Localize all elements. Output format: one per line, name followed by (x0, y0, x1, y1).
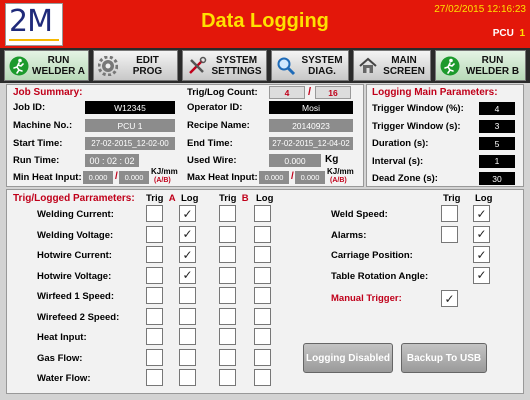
job-summary-panel (6, 84, 364, 187)
log-b-checkbox[interactable] (254, 349, 271, 366)
trig-b-checkbox[interactable] (219, 267, 236, 284)
trig-params-panel (6, 189, 524, 394)
used-wire-value: 0.000 (269, 154, 321, 167)
log-checkbox[interactable]: ✓ (473, 267, 490, 284)
log-b-checkbox[interactable] (254, 246, 271, 263)
col-log-b-header: Log (256, 193, 274, 204)
param-row-label: Wirfeed 1 Speed: (37, 291, 114, 302)
log-count-value: 16 (315, 86, 351, 99)
pcu-label: PCU (492, 28, 514, 39)
job-id-label: Job ID: (13, 102, 46, 113)
run-time-minutes: 02 (106, 155, 117, 166)
trig-b-checkbox[interactable] (219, 308, 236, 325)
log-checkbox[interactable]: ✓ (473, 246, 490, 263)
col-trig-a-header: Trig A (146, 193, 176, 204)
max-heat-a-value: 0.000 (259, 171, 289, 184)
trig-b-checkbox[interactable] (219, 226, 236, 243)
run-time-seconds: 02 (124, 155, 135, 166)
param-row-label: Welding Current: (37, 209, 114, 220)
max-heat-b-value: 0.000 (295, 171, 325, 184)
datetime-display: 27/02/2015 12:16:23 (434, 4, 526, 15)
trig-checkbox[interactable] (441, 205, 458, 222)
trig-a-checkbox[interactable] (146, 328, 163, 345)
col-log-header: Log (475, 193, 493, 204)
trig-a-checkbox[interactable] (146, 349, 163, 366)
param-row-label: Table Rotation Angle: (331, 270, 429, 282)
trig-log-slash: / (308, 86, 312, 98)
end-time-value: 27-02-2015_12-04-02 (269, 137, 353, 150)
logo-text: 2M (9, 4, 52, 39)
param-row-label: Hotwire Current: (37, 250, 112, 261)
trig-b-checkbox[interactable] (219, 246, 236, 263)
param-row-label: Welding Voltage: (37, 229, 114, 241)
param-row-label: Alarms: (331, 229, 367, 241)
system-diag-button[interactable] (271, 50, 349, 81)
running-person-icon (440, 56, 460, 76)
log-checkbox[interactable]: ✓ (473, 226, 490, 243)
log-a-checkbox[interactable]: ✓ (179, 246, 196, 263)
param-row-label: Water Flow: (37, 373, 91, 384)
trig-b-checkbox[interactable] (219, 287, 236, 304)
param-row-label: Weld Speed: (331, 209, 388, 220)
min-heat-a-value: 0.000 (83, 171, 113, 184)
manual-trigger-checkbox[interactable]: ✓ (441, 290, 458, 307)
logging-disabled-button[interactable]: Logging Disabled (303, 343, 393, 373)
start-time-value: 27-02-2015_12-02-00 (85, 137, 175, 150)
logging-params-panel (366, 84, 524, 187)
log-a-checkbox[interactable] (179, 369, 196, 386)
main-screen-button[interactable] (353, 50, 431, 81)
log-a-checkbox[interactable] (179, 328, 196, 345)
system-settings-label: SYSTEM SETTINGS (211, 54, 262, 77)
param-row-label: Heat Input: (37, 332, 87, 343)
used-wire-label: Used Wire: (187, 155, 237, 166)
operator-value: Mosi (269, 101, 353, 114)
max-heat-ab: (A/B) (330, 177, 347, 184)
logging-param-value[interactable]: 5 (479, 137, 515, 150)
min-heat-ab: (A/B) (154, 177, 171, 184)
log-a-checkbox[interactable] (179, 308, 196, 325)
max-heat-unit: KJ/mm (327, 167, 354, 176)
logging-params-title: Logging Main Parameters: (372, 87, 498, 98)
param-row-label: Carriage Position: (331, 250, 413, 261)
system-diag-label: SYSTEM DIAG. (301, 54, 343, 77)
trig-a-checkbox[interactable] (146, 308, 163, 325)
logging-param-label: Duration (s): (372, 138, 429, 149)
col-trig-header: Trig (443, 193, 461, 204)
machine-value: PCU 1 (85, 119, 175, 132)
trig-a-checkbox[interactable] (146, 205, 163, 222)
min-heat-label: Min Heat Input: (13, 172, 82, 183)
trig-count-value: 4 (269, 86, 305, 99)
recipe-value: 20140923 (269, 119, 353, 132)
trig-b-checkbox[interactable] (219, 328, 236, 345)
logging-param-label: Trigger Window (%): (372, 103, 464, 114)
log-b-checkbox[interactable] (254, 205, 271, 222)
run-welder-a-button[interactable] (4, 50, 89, 81)
logging-param-label: Dead Zone (s): (372, 173, 438, 184)
end-time-label: End Time: (187, 138, 233, 149)
start-time-label: Start Time: (13, 138, 63, 149)
trig-b-checkbox[interactable] (219, 349, 236, 366)
param-row-label: Gas Flow: (37, 352, 83, 364)
job-id-value: W12345 (85, 101, 175, 114)
logging-param-label: Trigger Window (s): (372, 120, 461, 132)
run-welder-a-label: RUN WELDER A (32, 54, 85, 77)
toolbar (0, 48, 530, 83)
max-heat-slash: / (291, 171, 294, 182)
backup-usb-button[interactable]: Backup To USB (401, 343, 487, 373)
log-a-checkbox[interactable]: ✓ (179, 205, 196, 222)
job-summary-title: Job Summary: (13, 87, 83, 98)
trig-a-checkbox[interactable] (146, 369, 163, 386)
system-settings-button[interactable] (182, 50, 267, 81)
logging-param-value[interactable]: 4 (479, 102, 515, 115)
gear-icon (98, 56, 118, 76)
run-welder-b-label: RUN WELDER B (465, 54, 520, 77)
min-heat-unit: KJ/mm (151, 167, 178, 176)
trig-log-count-label: Trig/Log Count: (187, 87, 258, 98)
page-title: Data Logging (201, 10, 329, 32)
log-b-checkbox[interactable] (254, 308, 271, 325)
min-heat-b-value: 0.000 (119, 171, 149, 184)
recipe-label: Recipe Name: (187, 120, 250, 131)
log-a-checkbox[interactable]: ✓ (179, 226, 196, 243)
log-a-checkbox[interactable] (179, 349, 196, 366)
trig-params-title: Trig/Logged Parrameters: (13, 193, 135, 204)
trig-checkbox[interactable] (441, 226, 458, 243)
trig-a-checkbox[interactable] (146, 226, 163, 243)
edit-prog-button[interactable] (93, 50, 178, 81)
run-time-value: 00 : 02 : 02 (85, 154, 139, 167)
trig-a-checkbox[interactable] (146, 246, 163, 263)
pcu-value: 1 (519, 28, 525, 39)
edit-prog-label: EDIT PROG (132, 54, 163, 77)
run-welder-b-button[interactable] (435, 50, 526, 81)
company-logo (5, 3, 63, 46)
logging-param-label: Interval (s): (372, 155, 424, 167)
operator-label: Operator ID: (187, 102, 243, 113)
log-checkbox[interactable]: ✓ (473, 205, 490, 222)
run-time-label: Run Time: (13, 155, 60, 166)
running-person-icon (9, 56, 29, 76)
trig-b-checkbox[interactable] (219, 205, 236, 222)
run-time-hours: 00 (89, 155, 100, 166)
log-a-checkbox[interactable]: ✓ (179, 267, 196, 284)
min-heat-slash: / (115, 171, 118, 182)
pcu-indicator (455, 28, 525, 39)
trig-b-checkbox[interactable] (219, 369, 236, 386)
log-b-checkbox[interactable] (254, 287, 271, 304)
log-b-checkbox[interactable] (254, 267, 271, 284)
magnifier-icon (276, 56, 296, 76)
log-b-checkbox[interactable] (254, 226, 271, 243)
log-b-checkbox[interactable] (254, 369, 271, 386)
param-row-label: Wirefeed 2 Speed: (37, 311, 120, 323)
param-row-label: Hotwire Voltage: (37, 270, 112, 282)
log-b-checkbox[interactable] (254, 328, 271, 345)
main-screen-label: MAIN SCREEN (383, 54, 425, 77)
machine-label: Machine No.: (13, 120, 73, 131)
used-wire-unit: Kg (325, 154, 339, 165)
trig-a-checkbox[interactable] (146, 267, 163, 284)
col-trig-b-header: Trig B (219, 193, 249, 204)
logging-param-value[interactable]: 1 (479, 155, 515, 168)
trig-a-checkbox[interactable] (146, 287, 163, 304)
wrench-screwdriver-icon (187, 56, 207, 76)
logging-param-value[interactable]: 30 (479, 172, 515, 185)
house-icon (358, 56, 378, 76)
logging-param-value[interactable]: 3 (479, 120, 515, 133)
col-log-a-header: Log (181, 193, 199, 204)
manual-trigger-label: Manual Trigger: (331, 293, 402, 304)
max-heat-label: Max Heat Input: (187, 172, 258, 183)
log-a-checkbox[interactable] (179, 287, 196, 304)
